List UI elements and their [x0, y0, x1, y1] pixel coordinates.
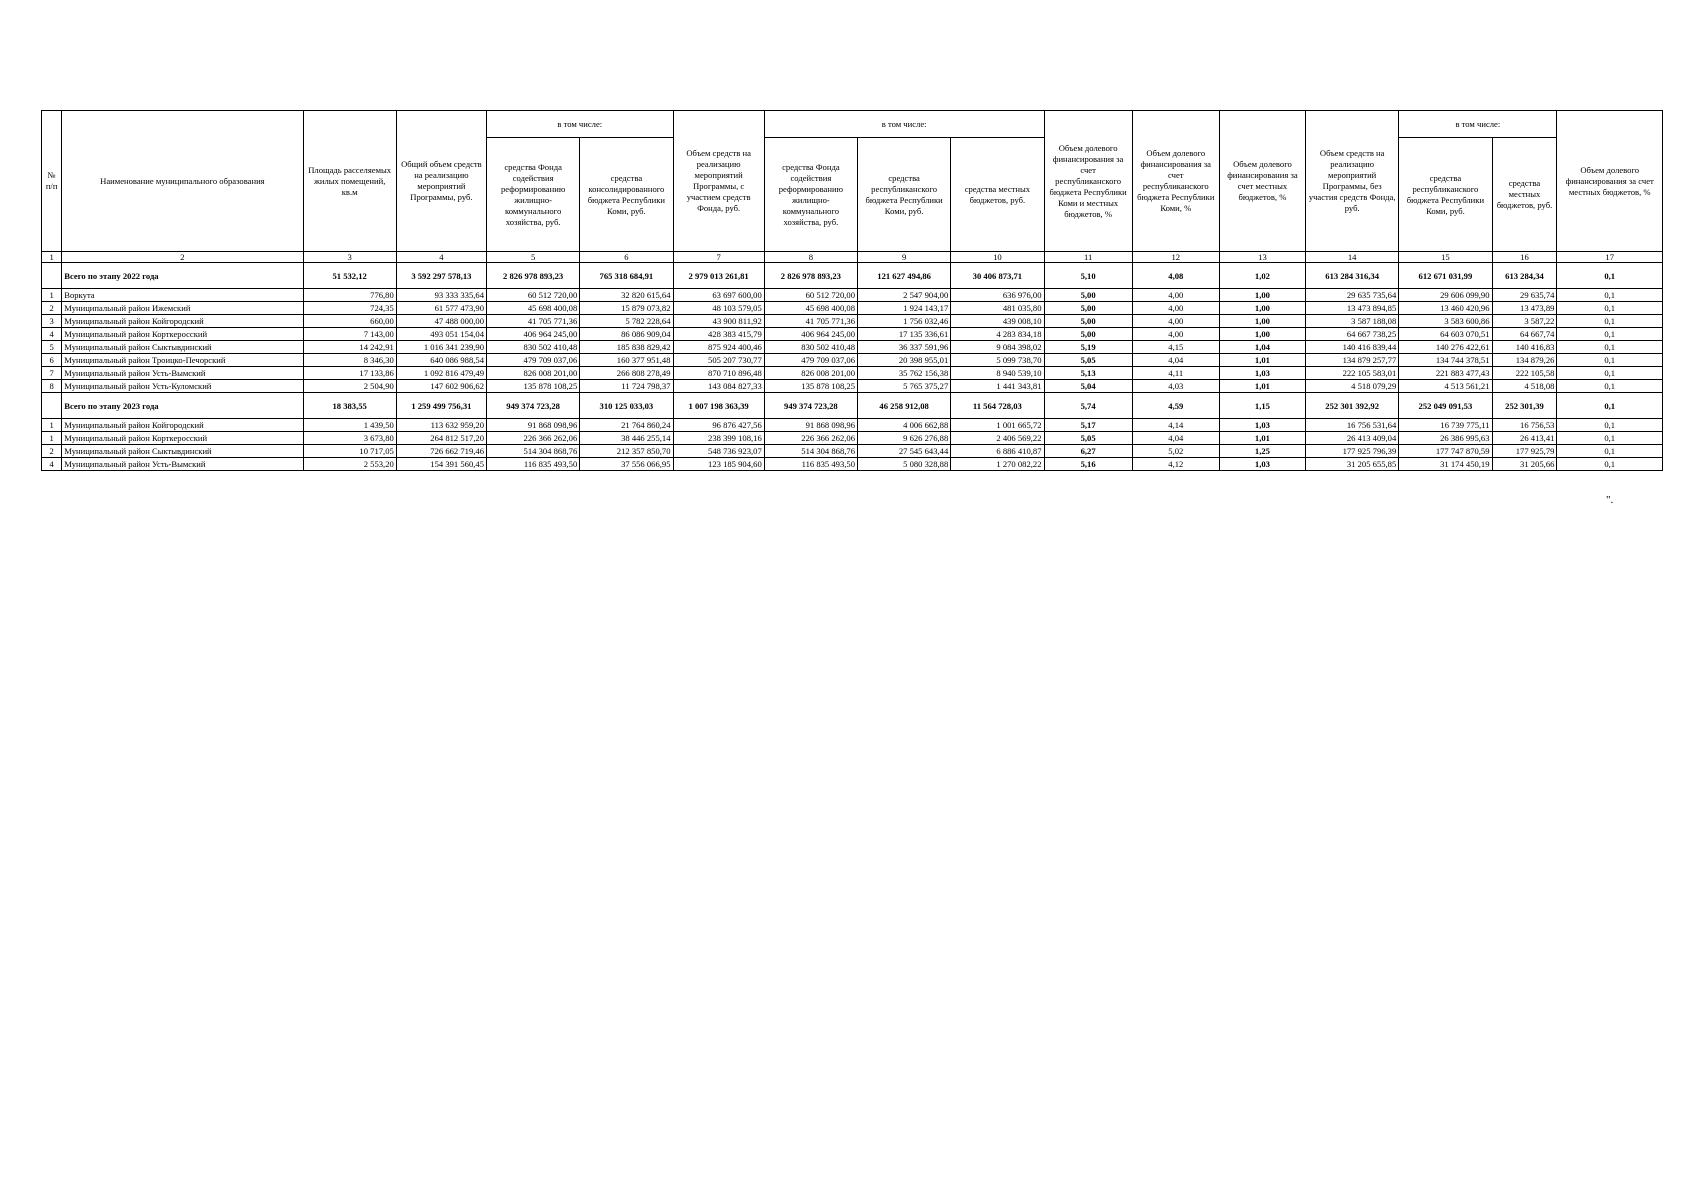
- value-cell: 48 103 579,05: [673, 302, 764, 315]
- value-cell: 5,74: [1044, 393, 1132, 419]
- value-cell: 51 532,12: [303, 263, 396, 289]
- value-cell: 1,02: [1219, 263, 1305, 289]
- value-cell: 826 008 201,00: [764, 367, 857, 380]
- row-number-cell: [42, 263, 62, 289]
- value-cell: 21 764 860,24: [580, 419, 673, 432]
- value-cell: 20 398 955,01: [858, 354, 951, 367]
- value-cell: 830 502 410,48: [487, 341, 580, 354]
- total-row: [42, 263, 1663, 289]
- value-cell: 5,19: [1044, 341, 1132, 354]
- value-cell: 1 924 143,17: [858, 302, 951, 315]
- value-cell: 5,05: [1044, 354, 1132, 367]
- table-row: [42, 380, 1663, 393]
- value-cell: 160 377 951,48: [580, 354, 673, 367]
- value-cell: 4,04: [1132, 432, 1219, 445]
- column-number: 10: [951, 252, 1044, 263]
- value-cell: 26 386 995,63: [1399, 432, 1492, 445]
- header-col-4: Общий объем средств на реализацию мероприятий Программы, руб.: [396, 111, 486, 252]
- value-cell: 26 413 409,04: [1306, 432, 1399, 445]
- column-number: 6: [580, 252, 673, 263]
- value-cell: 177 747 870,59: [1399, 445, 1492, 458]
- row-number-cell: 8: [42, 380, 62, 393]
- value-cell: 41 705 771,36: [764, 315, 857, 328]
- value-cell: 612 671 031,99: [1399, 263, 1492, 289]
- value-cell: 4,00: [1132, 328, 1219, 341]
- header-col-10: средства местных бюджетов, руб.: [951, 138, 1044, 252]
- value-cell: 1 259 499 756,31: [396, 393, 486, 419]
- value-cell: 1 270 082,22: [951, 458, 1044, 471]
- value-cell: 640 086 988,54: [396, 354, 486, 367]
- value-cell: 15 879 073,82: [580, 302, 673, 315]
- value-cell: 26 413,41: [1492, 432, 1557, 445]
- value-cell: 1,01: [1219, 432, 1305, 445]
- value-cell: 4,03: [1132, 380, 1219, 393]
- municipality-name-cell: Муниципальный район Койгородский: [62, 315, 303, 328]
- value-cell: 36 337 591,96: [858, 341, 951, 354]
- municipality-name-cell: Муниципальный район Корткеросский: [62, 328, 303, 341]
- value-cell: 4 518,08: [1492, 380, 1557, 393]
- value-cell: 8 940 539,10: [951, 367, 1044, 380]
- row-number-cell: 6: [42, 354, 62, 367]
- value-cell: 1,03: [1219, 367, 1305, 380]
- header-col-17: Объем долевого финансирования за счет местных бюджетов, %: [1557, 111, 1663, 252]
- municipality-name-cell: Муниципальный район Сыктывдинский: [62, 341, 303, 354]
- row-number-cell: 2: [42, 302, 62, 315]
- value-cell: 1 001 665,72: [951, 419, 1044, 432]
- value-cell: 949 374 723,28: [764, 393, 857, 419]
- value-cell: 3 583 600,86: [1399, 315, 1492, 328]
- row-number-cell: 2: [42, 445, 62, 458]
- value-cell: 5,10: [1044, 263, 1132, 289]
- column-number: 17: [1557, 252, 1663, 263]
- value-cell: 238 399 108,16: [673, 432, 764, 445]
- value-cell: 10 717,05: [303, 445, 396, 458]
- value-cell: 1,00: [1219, 315, 1305, 328]
- value-cell: 5,00: [1044, 289, 1132, 302]
- column-number: 12: [1132, 252, 1219, 263]
- value-cell: 406 964 245,00: [487, 328, 580, 341]
- value-cell: 3 587 188,08: [1306, 315, 1399, 328]
- value-cell: 1 092 816 479,49: [396, 367, 486, 380]
- value-cell: 134 879,26: [1492, 354, 1557, 367]
- value-cell: 27 545 643,44: [858, 445, 951, 458]
- value-cell: 406 964 245,00: [764, 328, 857, 341]
- value-cell: 177 925,79: [1492, 445, 1557, 458]
- value-cell: 3 592 297 578,13: [396, 263, 486, 289]
- value-cell: 5,16: [1044, 458, 1132, 471]
- value-cell: 43 900 811,92: [673, 315, 764, 328]
- value-cell: 1,01: [1219, 380, 1305, 393]
- value-cell: 64 603 070,51: [1399, 328, 1492, 341]
- header-col-15: средства республиканского бюджета Республики Коми, руб.: [1399, 138, 1492, 252]
- value-cell: 16 756,53: [1492, 419, 1557, 432]
- value-cell: 147 602 906,62: [396, 380, 486, 393]
- value-cell: 91 868 098,96: [487, 419, 580, 432]
- row-number-cell: 4: [42, 458, 62, 471]
- municipality-name-cell: Всего по этапу 2023 года: [62, 393, 303, 419]
- header-group-2: в том числе:: [764, 111, 1044, 138]
- value-cell: 47 488 000,00: [396, 315, 486, 328]
- header-col-2: Наименование муниципального образования: [62, 111, 303, 252]
- value-cell: 9 626 276,88: [858, 432, 951, 445]
- financing-table: [41, 110, 1663, 471]
- table-row: [42, 419, 1663, 432]
- value-cell: 875 924 400,46: [673, 341, 764, 354]
- value-cell: 1 007 198 363,39: [673, 393, 764, 419]
- value-cell: 4,00: [1132, 302, 1219, 315]
- value-cell: 4 283 834,18: [951, 328, 1044, 341]
- value-cell: 2 826 978 893,23: [764, 263, 857, 289]
- value-cell: 41 705 771,36: [487, 315, 580, 328]
- table-row: [42, 432, 1663, 445]
- header-col-11: Объем долевого финансирования за счет республиканского бюджета Республики Коми и местных бюджетов, %: [1044, 111, 1132, 252]
- value-cell: 31 174 450,19: [1399, 458, 1492, 471]
- value-cell: 143 084 827,33: [673, 380, 764, 393]
- value-cell: 8 346,30: [303, 354, 396, 367]
- value-cell: 4 518 079,29: [1306, 380, 1399, 393]
- value-cell: 776,80: [303, 289, 396, 302]
- value-cell: 226 366 262,06: [764, 432, 857, 445]
- municipality-name-cell: Муниципальный район Ижемский: [62, 302, 303, 315]
- municipality-name-cell: Воркута: [62, 289, 303, 302]
- value-cell: 123 185 904,60: [673, 458, 764, 471]
- value-cell: 121 627 494,86: [858, 263, 951, 289]
- value-cell: 0,1: [1557, 289, 1663, 302]
- value-cell: 222 105,58: [1492, 367, 1557, 380]
- table-row: [42, 289, 1663, 302]
- value-cell: 0,1: [1557, 354, 1663, 367]
- header-col-8: средства Фонда содействия реформированию жилищно-коммунального хозяйства, руб.: [764, 138, 857, 252]
- value-cell: 64 667,74: [1492, 328, 1557, 341]
- value-cell: 479 709 037,06: [487, 354, 580, 367]
- header-col-6: средства консолидированного бюджета Республики Коми, руб.: [580, 138, 673, 252]
- value-cell: 4,04: [1132, 354, 1219, 367]
- value-cell: 14 242,91: [303, 341, 396, 354]
- row-number-cell: 4: [42, 328, 62, 341]
- value-cell: 0,1: [1557, 328, 1663, 341]
- value-cell: 1,25: [1219, 445, 1305, 458]
- table-row: [42, 302, 1663, 315]
- value-cell: 5 765 375,27: [858, 380, 951, 393]
- row-number-cell: [42, 393, 62, 419]
- value-cell: 0,1: [1557, 302, 1663, 315]
- value-cell: 135 878 108,25: [764, 380, 857, 393]
- value-cell: 0,1: [1557, 419, 1663, 432]
- value-cell: 514 304 868,76: [764, 445, 857, 458]
- header-group-1: в том числе:: [487, 111, 674, 138]
- header-col-12: Объем долевого финансирования за счет республиканского бюджета Республики Коми, %: [1132, 111, 1219, 252]
- value-cell: 140 276 422,61: [1399, 341, 1492, 354]
- value-cell: 266 808 278,49: [580, 367, 673, 380]
- value-cell: 1,04: [1219, 341, 1305, 354]
- value-cell: 0,1: [1557, 445, 1663, 458]
- value-cell: 134 879 257,77: [1306, 354, 1399, 367]
- header-col-1: № п/п: [42, 111, 62, 252]
- value-cell: 505 207 730,77: [673, 354, 764, 367]
- value-cell: 61 577 473,90: [396, 302, 486, 315]
- value-cell: 613 284,34: [1492, 263, 1557, 289]
- column-number: 3: [303, 252, 396, 263]
- value-cell: 4,11: [1132, 367, 1219, 380]
- table-row: [42, 328, 1663, 341]
- value-cell: 4 006 662,88: [858, 419, 951, 432]
- value-cell: 428 383 415,79: [673, 328, 764, 341]
- value-cell: 32 820 615,64: [580, 289, 673, 302]
- value-cell: 4,00: [1132, 289, 1219, 302]
- row-number-cell: 7: [42, 367, 62, 380]
- value-cell: 1,03: [1219, 419, 1305, 432]
- value-cell: 17 133,86: [303, 367, 396, 380]
- value-cell: 264 812 517,20: [396, 432, 486, 445]
- header-group-3: в том числе:: [1399, 111, 1557, 138]
- column-number: 13: [1219, 252, 1305, 263]
- value-cell: 4,12: [1132, 458, 1219, 471]
- header-col-5: средства Фонда содействия реформированию жилищно-коммунального хозяйства, руб.: [487, 138, 580, 252]
- value-cell: 5,00: [1044, 302, 1132, 315]
- table-row: [42, 445, 1663, 458]
- value-cell: 252 301 392,92: [1306, 393, 1399, 419]
- header-col-9: средства республиканского бюджета Республики Коми, руб.: [858, 138, 951, 252]
- municipality-name-cell: Муниципальный район Усть-Вымский: [62, 367, 303, 380]
- table-row: [42, 315, 1663, 328]
- header-col-14: Объем средств на реализацию мероприятий Программы, без участия средств Фонда, руб.: [1306, 111, 1399, 252]
- value-cell: 439 008,10: [951, 315, 1044, 328]
- closing-quote-mark: ".: [1606, 494, 1614, 506]
- table-row: [42, 341, 1663, 354]
- value-cell: 5,00: [1044, 315, 1132, 328]
- row-number-cell: 1: [42, 289, 62, 302]
- value-cell: 479 709 037,06: [764, 354, 857, 367]
- value-cell: 0,1: [1557, 393, 1663, 419]
- value-cell: 5,05: [1044, 432, 1132, 445]
- value-cell: 0,1: [1557, 263, 1663, 289]
- value-cell: 212 357 850,70: [580, 445, 673, 458]
- value-cell: 64 667 738,25: [1306, 328, 1399, 341]
- value-cell: 1,01: [1219, 354, 1305, 367]
- value-cell: 4,08: [1132, 263, 1219, 289]
- value-cell: 2 504,90: [303, 380, 396, 393]
- value-cell: 29 635,74: [1492, 289, 1557, 302]
- value-cell: 4 513 561,21: [1399, 380, 1492, 393]
- municipality-name-cell: Муниципальный район Койгородский: [62, 419, 303, 432]
- value-cell: 96 876 427,56: [673, 419, 764, 432]
- value-cell: 613 284 316,34: [1306, 263, 1399, 289]
- value-cell: 252 049 091,53: [1399, 393, 1492, 419]
- column-number: 9: [858, 252, 951, 263]
- value-cell: 5,02: [1132, 445, 1219, 458]
- value-cell: 29 606 099,90: [1399, 289, 1492, 302]
- row-number-cell: 3: [42, 315, 62, 328]
- value-cell: 1 439,50: [303, 419, 396, 432]
- value-cell: 1 756 032,46: [858, 315, 951, 328]
- value-cell: 2 547 904,00: [858, 289, 951, 302]
- value-cell: 16 756 531,64: [1306, 419, 1399, 432]
- value-cell: 514 304 868,76: [487, 445, 580, 458]
- value-cell: 140 416,83: [1492, 341, 1557, 354]
- column-number: 11: [1044, 252, 1132, 263]
- value-cell: 0,1: [1557, 367, 1663, 380]
- value-cell: 60 512 720,00: [764, 289, 857, 302]
- value-cell: 5 782 228,64: [580, 315, 673, 328]
- column-number: 7: [673, 252, 764, 263]
- value-cell: 16 739 775,11: [1399, 419, 1492, 432]
- value-cell: 765 318 684,91: [580, 263, 673, 289]
- value-cell: 4,00: [1132, 315, 1219, 328]
- header-col-16: средства местных бюджетов, руб.: [1492, 138, 1557, 252]
- table-row: [42, 354, 1663, 367]
- column-number: 14: [1306, 252, 1399, 263]
- value-cell: 724,35: [303, 302, 396, 315]
- value-cell: 13 460 420,96: [1399, 302, 1492, 315]
- value-cell: 93 333 335,64: [396, 289, 486, 302]
- value-cell: 5 080 328,88: [858, 458, 951, 471]
- table-row: [42, 367, 1663, 380]
- value-cell: 177 925 796,39: [1306, 445, 1399, 458]
- value-cell: 31 205,66: [1492, 458, 1557, 471]
- value-cell: 1 441 343,81: [951, 380, 1044, 393]
- value-cell: 1,00: [1219, 302, 1305, 315]
- value-cell: 63 697 600,00: [673, 289, 764, 302]
- value-cell: 5,04: [1044, 380, 1132, 393]
- value-cell: 134 744 378,51: [1399, 354, 1492, 367]
- value-cell: 636 976,00: [951, 289, 1044, 302]
- value-cell: 6 886 410,87: [951, 445, 1044, 458]
- value-cell: 830 502 410,48: [764, 341, 857, 354]
- value-cell: 1,03: [1219, 458, 1305, 471]
- value-cell: 226 366 262,06: [487, 432, 580, 445]
- value-cell: 13 473,89: [1492, 302, 1557, 315]
- municipality-name-cell: Муниципальный район Корткеросский: [62, 432, 303, 445]
- row-number-cell: 5: [42, 341, 62, 354]
- column-number: 8: [764, 252, 857, 263]
- value-cell: 185 838 829,42: [580, 341, 673, 354]
- value-cell: 9 084 398,02: [951, 341, 1044, 354]
- value-cell: 7 143,00: [303, 328, 396, 341]
- municipality-name-cell: Всего по этапу 2022 года: [62, 263, 303, 289]
- value-cell: 1,00: [1219, 289, 1305, 302]
- column-number: 4: [396, 252, 486, 263]
- value-cell: 5,00: [1044, 328, 1132, 341]
- value-cell: 31 205 655,85: [1306, 458, 1399, 471]
- value-cell: 17 135 336,61: [858, 328, 951, 341]
- value-cell: 37 556 066,95: [580, 458, 673, 471]
- value-cell: 2 553,20: [303, 458, 396, 471]
- value-cell: 4,14: [1132, 419, 1219, 432]
- value-cell: 60 512 720,00: [487, 289, 580, 302]
- value-cell: 1,00: [1219, 328, 1305, 341]
- value-cell: 0,1: [1557, 432, 1663, 445]
- value-cell: 3 587,22: [1492, 315, 1557, 328]
- value-cell: 548 736 923,07: [673, 445, 764, 458]
- value-cell: 870 710 896,48: [673, 367, 764, 380]
- header-col-3: Площадь расселяемых жилых помещений, кв.м: [303, 111, 396, 252]
- value-cell: 45 698 400,08: [764, 302, 857, 315]
- value-cell: 140 416 839,44: [1306, 341, 1399, 354]
- value-cell: 5,17: [1044, 419, 1132, 432]
- column-number: 2: [62, 252, 303, 263]
- header-col-13: Объем долевого финансирования за счет местных бюджетов, %: [1219, 111, 1305, 252]
- value-cell: 1,15: [1219, 393, 1305, 419]
- value-cell: 493 051 154,04: [396, 328, 486, 341]
- value-cell: 949 374 723,28: [487, 393, 580, 419]
- value-cell: 86 086 909,04: [580, 328, 673, 341]
- municipality-name-cell: Муниципальный район Усть-Куломский: [62, 380, 303, 393]
- value-cell: 13 473 894,85: [1306, 302, 1399, 315]
- value-cell: 11 724 798,37: [580, 380, 673, 393]
- value-cell: 154 391 560,45: [396, 458, 486, 471]
- value-cell: 2 979 013 261,81: [673, 263, 764, 289]
- value-cell: 660,00: [303, 315, 396, 328]
- municipality-name-cell: Муниципальный район Троицко-Печорский: [62, 354, 303, 367]
- value-cell: 0,1: [1557, 341, 1663, 354]
- value-cell: 2 406 569,22: [951, 432, 1044, 445]
- value-cell: 35 762 156,38: [858, 367, 951, 380]
- value-cell: 3 673,80: [303, 432, 396, 445]
- value-cell: 726 662 719,46: [396, 445, 486, 458]
- row-number-cell: 1: [42, 419, 62, 432]
- value-cell: 38 446 255,14: [580, 432, 673, 445]
- column-number-row: [42, 252, 1663, 263]
- value-cell: 30 406 873,71: [951, 263, 1044, 289]
- column-number: 5: [487, 252, 580, 263]
- value-cell: 826 008 201,00: [487, 367, 580, 380]
- value-cell: 135 878 108,25: [487, 380, 580, 393]
- value-cell: 5 099 738,70: [951, 354, 1044, 367]
- value-cell: 0,1: [1557, 315, 1663, 328]
- value-cell: 310 125 033,03: [580, 393, 673, 419]
- value-cell: 4,59: [1132, 393, 1219, 419]
- column-number: 15: [1399, 252, 1492, 263]
- value-cell: 4,15: [1132, 341, 1219, 354]
- value-cell: 11 564 728,03: [951, 393, 1044, 419]
- header-col-7: Объем средств на реализацию мероприятий Программы, с участием средств Фонда, руб.: [673, 111, 764, 252]
- value-cell: 1 016 341 239,90: [396, 341, 486, 354]
- row-number-cell: 1: [42, 432, 62, 445]
- value-cell: 0,1: [1557, 458, 1663, 471]
- value-cell: 45 698 400,08: [487, 302, 580, 315]
- table-row: [42, 458, 1663, 471]
- municipality-name-cell: Муниципальный район Усть-Вымский: [62, 458, 303, 471]
- value-cell: 0,1: [1557, 380, 1663, 393]
- value-cell: 116 835 493,50: [487, 458, 580, 471]
- value-cell: 91 868 098,96: [764, 419, 857, 432]
- value-cell: 222 105 583,01: [1306, 367, 1399, 380]
- value-cell: 252 301,39: [1492, 393, 1557, 419]
- value-cell: 113 632 959,20: [396, 419, 486, 432]
- value-cell: 116 835 493,50: [764, 458, 857, 471]
- value-cell: 6,27: [1044, 445, 1132, 458]
- value-cell: 5,13: [1044, 367, 1132, 380]
- column-number: 1: [42, 252, 62, 263]
- municipality-name-cell: Муниципальный район Сыктывдинский: [62, 445, 303, 458]
- value-cell: 2 826 978 893,23: [487, 263, 580, 289]
- column-number: 16: [1492, 252, 1557, 263]
- value-cell: 221 883 477,43: [1399, 367, 1492, 380]
- value-cell: 29 635 735,64: [1306, 289, 1399, 302]
- value-cell: 18 383,55: [303, 393, 396, 419]
- value-cell: 46 258 912,08: [858, 393, 951, 419]
- table-body: [42, 252, 1663, 471]
- total-row: [42, 393, 1663, 419]
- value-cell: 481 035,80: [951, 302, 1044, 315]
